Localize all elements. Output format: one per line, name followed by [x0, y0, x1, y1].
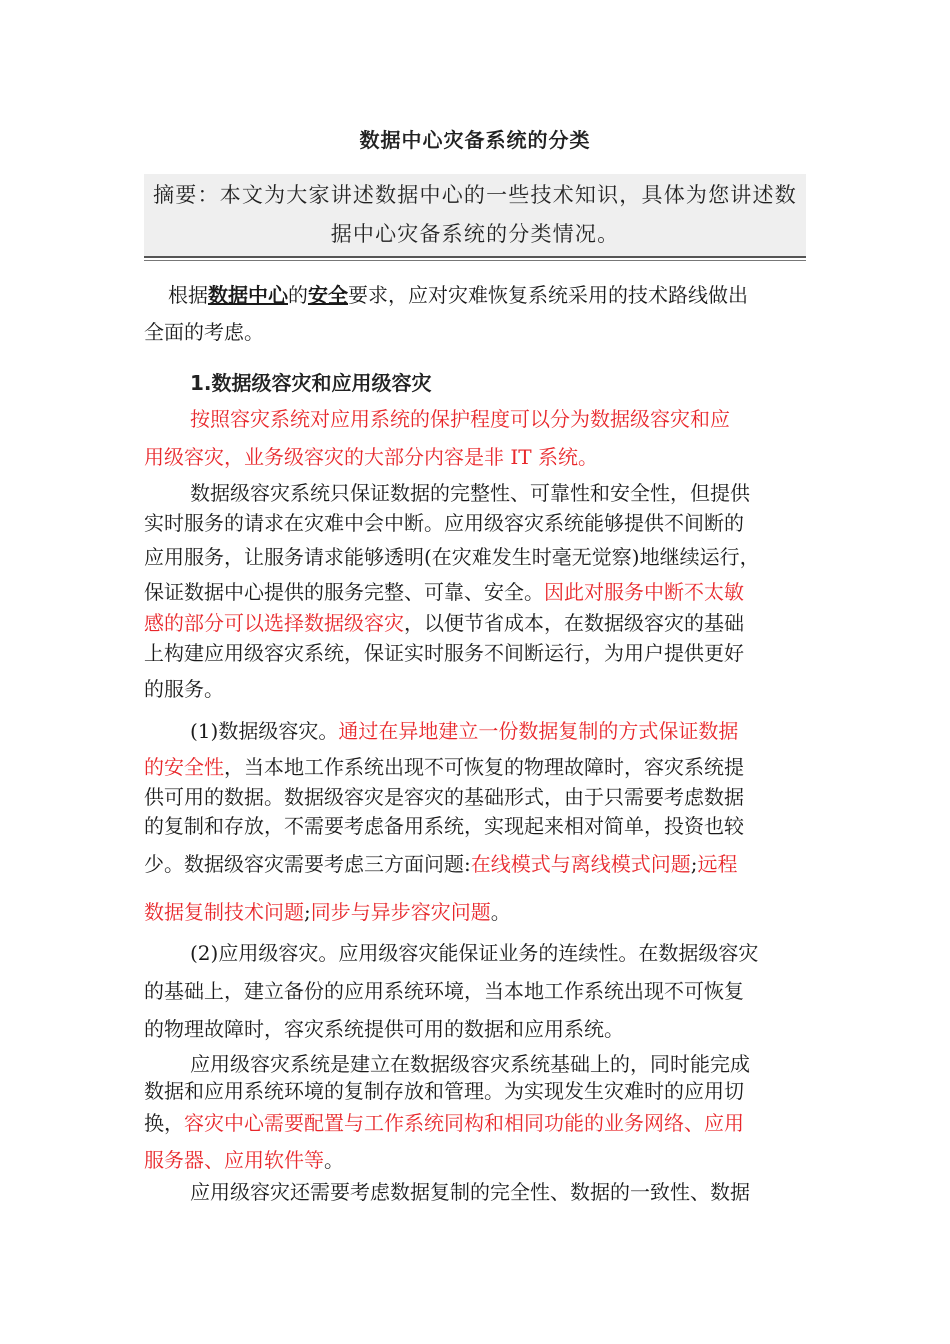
- abstract-line-1: 摘要：本文为大家讲述数据中心的一些技术知识，具体为您讲述数: [153, 183, 797, 207]
- p3-line-1: (2)应用级容灾。应用级容灾能保证业务的连续性。在数据级容灾: [190, 941, 759, 965]
- paragraph-5: [144, 1176, 806, 1208]
- abstract-box: [144, 174, 806, 258]
- p4-line-4-a: 服务器、应用软件等: [144, 1148, 324, 1172]
- p1-line-4-b: 因此对服务中断不太敏: [544, 580, 744, 604]
- p1-line-4-a: 保证数据中心提供的服务完整、可靠、安全。: [144, 580, 544, 604]
- intro-text-mid: 的: [288, 283, 308, 307]
- p1-line-5-a: 感的部分可以选择数据级容灾: [144, 611, 404, 635]
- p2-line-5-sep: ;: [690, 852, 698, 876]
- paragraph-2: [144, 712, 806, 932]
- p3-line-2: 的基础上，建立备份的应用系统环境，当本地工作系统出现不可恢复: [144, 979, 744, 1003]
- p2-line-5-a: 少。数据级容灾需要考虑三方面问题:: [144, 852, 471, 876]
- p2-line-6-b: 同步与异步容灾问题: [310, 900, 491, 924]
- p4-line-1: 应用级容灾系统是建立在数据级容灾系统基础上的，同时能完成: [190, 1052, 750, 1076]
- p2-line-3: 供可用的数据。数据级容灾是容灾的基础形式，由于只需要考虑数据: [144, 785, 744, 809]
- red-intro: [144, 400, 806, 476]
- divider-thin: [144, 260, 806, 261]
- p2-line-6-end: 。: [490, 900, 511, 924]
- p2-line-6-a: 数据复制技术问题: [144, 900, 304, 924]
- intro-line-2: 全面的考虑。: [144, 320, 264, 344]
- red-intro-line-1: 按照容灾系统对应用系统的保护程度可以分为数据级容灾和应: [190, 407, 730, 431]
- paragraph-4: [144, 1050, 806, 1178]
- p2-line-2-b: ，当本地工作系统出现不可恢复的物理故障时，容灾系统提: [224, 755, 744, 779]
- p1-line-1: 数据级容灾系统只保证数据的完整性、可靠性和安全性，但提供: [190, 481, 750, 505]
- p4-line-4-b: 。: [324, 1148, 344, 1172]
- paragraph-1: [144, 478, 806, 704]
- intro-paragraph: [144, 276, 806, 350]
- p1-line-6: 上构建应用级容灾系统，保证实时服务不间断运行，为用户提供更好: [144, 641, 744, 665]
- p1-line-7: 的服务。: [144, 677, 224, 701]
- abstract-line-2: 据中心灾备系统的分类情况。: [330, 222, 620, 246]
- p2-line-1-b: 通过在异地建立一份数据复制的方式保证数据: [338, 719, 739, 743]
- p1-line-5-b: ，以便节省成本，在数据级容灾的基础: [404, 611, 744, 635]
- p2-line-5-b: 在线模式与离线模式问题: [470, 852, 691, 876]
- paragraph-3: [144, 934, 806, 1048]
- p2-line-5-c: 远程: [697, 852, 738, 876]
- section-heading: 1.数据级容灾和应用级容灾: [190, 371, 432, 395]
- p2-line-2-a: 的安全性: [144, 755, 224, 779]
- p4-line-3-a: 换，: [144, 1111, 184, 1135]
- p2-line-6-sep: ;: [304, 900, 311, 924]
- p4-line-3-b: 容灾中心需要配置与工作系统同构和相同功能的业务网络、应用: [184, 1111, 744, 1135]
- p1-line-2: 实时服务的请求在灾难中会中断。应用级容灾系统能够提供不间断的: [144, 511, 744, 535]
- security-link[interactable]: 安全: [308, 283, 348, 307]
- red-intro-line-2: 用级容灾，业务级容灾的大部分内容是非 IT 系统。: [144, 445, 598, 469]
- divider-thick: [144, 256, 806, 258]
- data-center-link[interactable]: 数据中心: [208, 283, 288, 307]
- p3-line-3: 的物理故障时，容灾系统提供可用的数据和应用系统。: [144, 1017, 624, 1041]
- p2-line-4: 的复制和存放，不需要考虑备用系统，实现起来相对简单，投资也较: [144, 814, 744, 838]
- p1-line-3: 应用服务，让服务请求能够透明(在灾难发生时毫无觉察)地继续运行，: [144, 545, 760, 569]
- document-title: 数据中心灾备系统的分类: [359, 128, 591, 152]
- intro-text-post: 要求，应对灾难恢复系统采用的技术路线做出: [348, 283, 748, 307]
- p2-line-1-a: (1)数据级容灾。: [190, 719, 339, 743]
- p5-line-1: 应用级容灾还需要考虑数据复制的完全性、数据的一致性、数据: [190, 1180, 750, 1204]
- p4-line-2: 数据和应用系统环境的复制存放和管理。为实现发生灾难时的应用切: [144, 1079, 744, 1103]
- intro-text-pre: 根据: [168, 283, 208, 307]
